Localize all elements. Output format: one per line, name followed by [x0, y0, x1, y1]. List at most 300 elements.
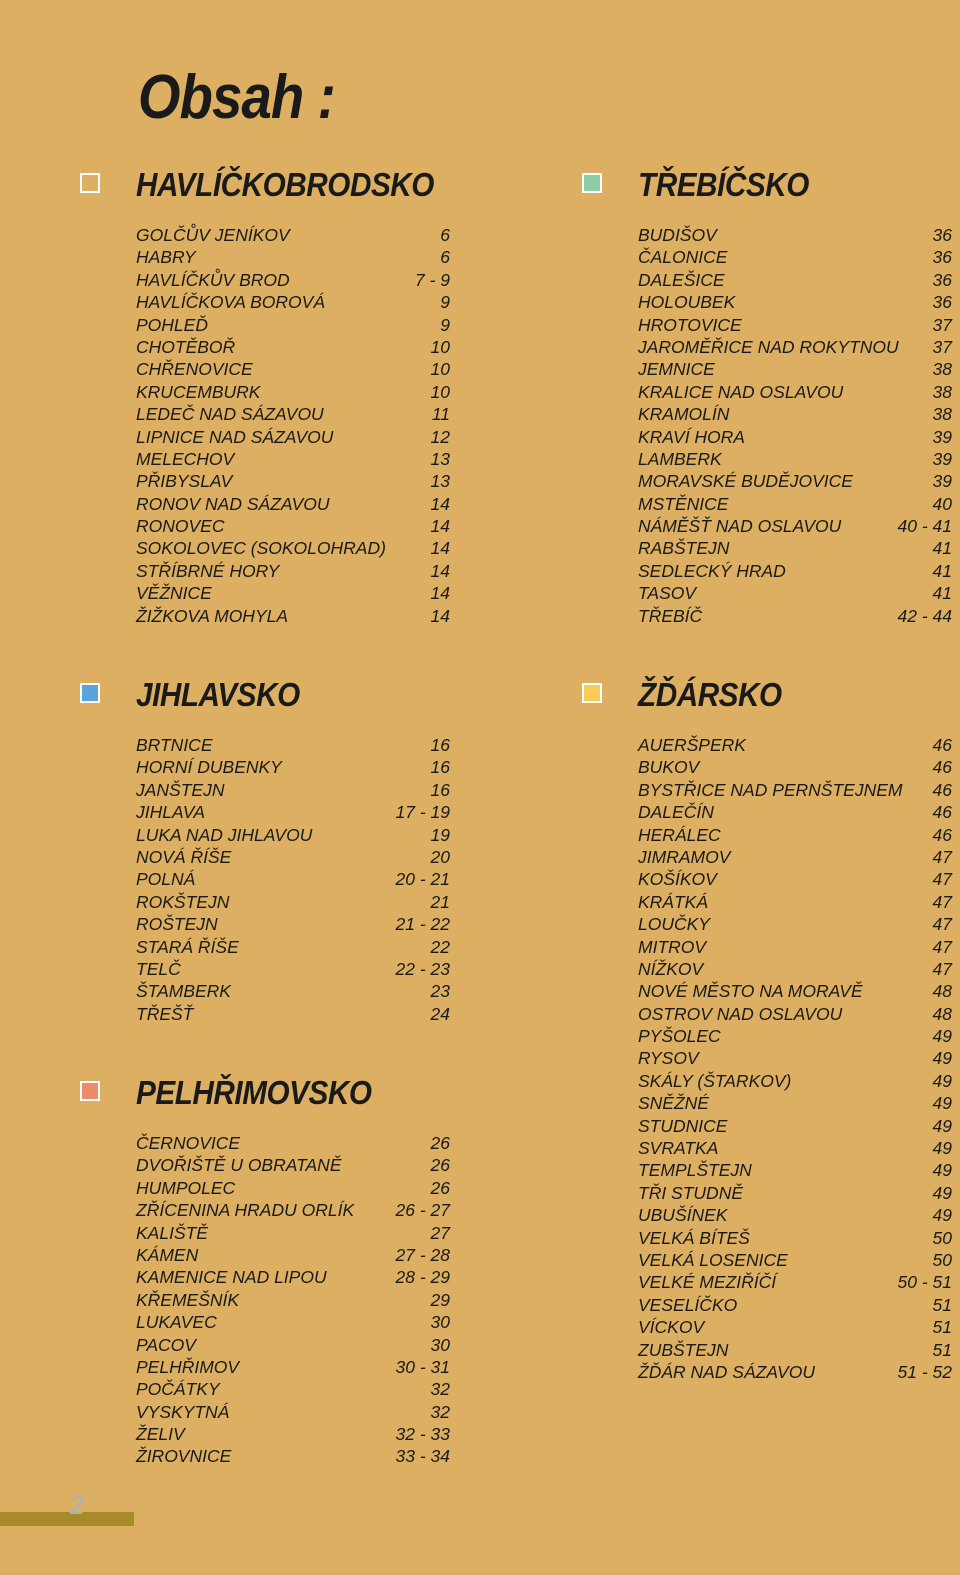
entry-page: 49	[932, 1115, 952, 1136]
entry-name: PYŠOLEC	[638, 1026, 721, 1047]
entry-name: JIMRAMOV	[638, 846, 731, 867]
entry-page: 11	[431, 404, 450, 425]
toc-entry	[638, 605, 952, 627]
entry-name: UBUŠÍNEK	[638, 1205, 728, 1226]
entry-name: ZŘÍCENINA HRADU ORLÍK	[136, 1200, 355, 1221]
entry-name: MELECHOV	[136, 448, 235, 469]
entry-page: 37	[932, 336, 952, 357]
entry-page: 42 - 44	[897, 605, 952, 626]
entry-page: 13	[430, 471, 450, 492]
entry-page: 36	[932, 292, 952, 313]
entry-name: POLNÁ	[136, 869, 196, 890]
entry-name: PACOV	[136, 1334, 196, 1355]
toc-entry	[136, 381, 450, 403]
section-pelhrimovsko	[80, 1074, 450, 1467]
toc-entry	[638, 801, 952, 823]
toc-entry	[638, 1092, 952, 1114]
entry-page: 47	[932, 891, 952, 912]
toc-entry	[136, 891, 450, 913]
entry-page: 39	[932, 471, 952, 492]
entry-page: 41	[932, 538, 952, 559]
entry-name: TŘEBÍČ	[638, 605, 703, 626]
entry-name: LOUČKY	[638, 914, 710, 935]
entry-name: KRÁTKÁ	[638, 891, 709, 912]
entry-page: 17 - 19	[395, 802, 450, 823]
entry-name: LEDEČ NAD SÁZAVOU	[136, 404, 324, 425]
toc-entry	[638, 1294, 952, 1316]
entry-list	[638, 734, 952, 1383]
entry-name: ČALONICE	[638, 247, 728, 268]
entry-page: 49	[932, 1138, 952, 1159]
toc-entry	[638, 846, 952, 868]
entry-name: ŽIROVNICE	[136, 1446, 232, 1467]
section-havlickobrodsko	[80, 166, 450, 626]
toc-entry	[638, 246, 952, 268]
entry-name: RYSOV	[638, 1048, 699, 1069]
entry-name: ŽELIV	[136, 1424, 185, 1445]
section-title: PELHŘIMOVSKO	[136, 1074, 372, 1111]
toc-entry	[136, 470, 450, 492]
toc-entry	[638, 1070, 952, 1092]
entry-page: 36	[932, 247, 952, 268]
toc-entry	[638, 779, 952, 801]
entry-page: 6	[440, 247, 450, 268]
section-trebicsko	[582, 166, 952, 626]
entry-page: 27	[430, 1222, 450, 1243]
entry-name: STUDNICE	[638, 1115, 728, 1136]
entry-page: 30	[430, 1334, 450, 1355]
entry-page: 50	[932, 1227, 952, 1248]
entry-page: 48	[932, 1003, 952, 1024]
entry-name: KOŠÍKOV	[638, 869, 717, 890]
toc-entry	[136, 1311, 450, 1333]
toc-entry	[638, 824, 952, 846]
entry-page: 41	[932, 583, 952, 604]
toc-entry	[638, 1047, 952, 1069]
entry-page: 14	[430, 583, 450, 604]
page-title: Obsah :	[138, 63, 335, 132]
toc-entry	[638, 1003, 952, 1025]
region-color-marker	[582, 173, 602, 193]
entry-name: VELKÁ BÍTEŠ	[638, 1227, 750, 1248]
toc-entry	[136, 1423, 450, 1445]
toc-entry	[638, 756, 952, 778]
entry-page: 49	[932, 1093, 952, 1114]
entry-name: KRAMOLÍN	[638, 404, 730, 425]
entry-page: 49	[932, 1026, 952, 1047]
entry-name: MSTĚNICE	[638, 493, 729, 514]
section-title: ŽĎÁRSKO	[638, 676, 782, 713]
entry-page: 50	[932, 1249, 952, 1270]
entry-name: SVRATKA	[638, 1138, 719, 1159]
toc-entry	[136, 358, 450, 380]
entry-page: 47	[932, 936, 952, 957]
entry-name: MORAVSKÉ BUDĚJOVICE	[638, 471, 853, 492]
toc-entry	[638, 582, 952, 604]
entry-name: ROKŠTEJN	[136, 891, 230, 912]
entry-name: HERÁLEC	[638, 824, 721, 845]
toc-entry	[136, 314, 450, 336]
entry-page: 40 - 41	[897, 516, 952, 537]
entry-page: 10	[430, 359, 450, 380]
entry-name: DVOŘIŠTĚ U OBRATANĚ	[136, 1155, 342, 1176]
entry-name: AUERŠPERK	[638, 735, 746, 755]
entry-page: 27 - 28	[395, 1244, 450, 1265]
entry-name: HAVLÍČKŮV BROD	[136, 269, 290, 290]
entry-name: TŘEŠŤ	[136, 1003, 194, 1024]
toc-entry	[638, 1182, 952, 1204]
entry-page: 47	[932, 958, 952, 979]
toc-entry	[638, 1227, 952, 1249]
entry-name: POHLEĎ	[136, 314, 208, 335]
entry-page: 23	[430, 981, 450, 1002]
entry-page: 16	[430, 779, 450, 800]
toc-entry	[136, 582, 450, 604]
entry-page: 9	[440, 314, 450, 335]
toc-entry	[638, 1025, 952, 1047]
entry-page: 13	[430, 448, 450, 469]
entry-list	[136, 734, 450, 1025]
entry-page: 16	[430, 757, 450, 778]
entry-page: 26	[430, 1177, 450, 1198]
entry-name: KRAVÍ HORA	[638, 426, 745, 447]
toc-entry	[136, 1199, 450, 1221]
toc-entry	[638, 560, 952, 582]
entry-name: TŘI STUDNĚ	[638, 1182, 743, 1203]
toc-entry	[136, 1289, 450, 1311]
entry-page: 14	[430, 605, 450, 626]
toc-entry	[638, 358, 952, 380]
entry-page: 7 - 9	[414, 269, 450, 290]
toc-entry	[136, 1003, 450, 1025]
region-color-marker	[80, 173, 100, 193]
entry-name: OSTROV NAD OSLAVOU	[638, 1003, 843, 1024]
entry-page: 21 - 22	[395, 914, 450, 935]
toc-entry	[136, 1132, 450, 1154]
entry-page: 47	[932, 846, 952, 867]
section-title: JIHLAVSKO	[136, 676, 300, 713]
entry-name: HOLOUBEK	[638, 292, 736, 313]
entry-page: 49	[932, 1182, 952, 1203]
toc-entry	[638, 336, 952, 358]
entry-name: JIHLAVA	[136, 802, 206, 823]
toc-entry	[136, 605, 450, 627]
toc-entry	[136, 426, 450, 448]
entry-page: 30	[430, 1312, 450, 1333]
entry-name: MITROV	[638, 936, 707, 957]
entry-page: 6	[440, 225, 450, 245]
section-title: HAVLÍČKOBRODSKO	[136, 166, 434, 203]
toc-entry	[638, 980, 952, 1002]
toc-entry	[638, 448, 952, 470]
footer-bar	[0, 1512, 134, 1526]
toc-entry	[638, 1249, 952, 1271]
entry-name: CHŘENOVICE	[136, 359, 253, 380]
entry-name: VÍCKOV	[638, 1317, 705, 1338]
entry-name: BRTNICE	[136, 735, 213, 755]
entry-name: NÍŽKOV	[638, 958, 704, 979]
entry-page: 33 - 34	[395, 1446, 450, 1467]
entry-name: BUDIŠOV	[638, 225, 717, 245]
entry-name: SNĚŽNÉ	[638, 1093, 709, 1114]
toc-entry	[638, 1339, 952, 1361]
toc-entry	[136, 980, 450, 1002]
toc-entry	[638, 381, 952, 403]
section-jihlavsko	[80, 676, 450, 1024]
entry-page: 46	[932, 802, 952, 823]
entry-name: VELKÉ MEZIŘÍČÍ	[638, 1272, 777, 1293]
toc-entry	[136, 1356, 450, 1378]
entry-page: 49	[932, 1048, 952, 1069]
entry-page: 21	[430, 891, 450, 912]
toc-entry	[638, 936, 952, 958]
toc-entry	[136, 560, 450, 582]
toc-entry	[638, 470, 952, 492]
toc-entry	[136, 448, 450, 470]
toc-entry	[638, 269, 952, 291]
entry-page: 16	[430, 735, 450, 755]
entry-page: 38	[932, 404, 952, 425]
toc-entry	[136, 801, 450, 823]
toc-entry	[136, 958, 450, 980]
toc-entry	[136, 1266, 450, 1288]
toc-entry	[638, 537, 952, 559]
toc-entry	[136, 246, 450, 268]
entry-page: 46	[932, 757, 952, 778]
entry-name: VESELÍČKO	[638, 1294, 738, 1315]
toc-entry	[638, 291, 952, 313]
entry-name: VELKÁ LOSENICE	[638, 1249, 788, 1270]
entry-name: ŽĎÁR NAD SÁZAVOU	[638, 1361, 815, 1382]
entry-name: LUKAVEC	[136, 1312, 217, 1333]
entry-page: 14	[430, 560, 450, 581]
entry-page: 14	[430, 538, 450, 559]
entry-name: HROTOVICE	[638, 314, 742, 335]
toc-entry	[638, 1115, 952, 1137]
entry-name: KRUCEMBURK	[136, 381, 261, 402]
entry-page: 51	[932, 1339, 952, 1360]
toc-entry	[638, 1159, 952, 1181]
toc-entry	[638, 868, 952, 890]
entry-name: JANŠTEJN	[136, 779, 225, 800]
entry-page: 14	[430, 493, 450, 514]
entry-name: NOVÁ ŘÍŠE	[136, 846, 232, 867]
toc-entry	[136, 1222, 450, 1244]
toc-entry	[136, 224, 450, 246]
entry-page: 51	[932, 1317, 952, 1338]
toc-entry	[136, 1334, 450, 1356]
entry-name: STŘÍBRNÉ HORY	[136, 560, 280, 581]
toc-entry	[136, 537, 450, 559]
entry-page: 10	[430, 336, 450, 357]
toc-entry	[136, 1154, 450, 1176]
toc-entry	[638, 493, 952, 515]
entry-name: DALEČÍN	[638, 802, 714, 823]
entry-name: ZUBŠTEJN	[638, 1339, 729, 1360]
entry-page: 28 - 29	[395, 1267, 450, 1288]
entry-page: 39	[932, 448, 952, 469]
entry-name: DALEŠICE	[638, 269, 725, 290]
toc-entry	[136, 756, 450, 778]
entry-page: 46	[932, 779, 952, 800]
entry-name: BYSTŘICE NAD PERNŠTEJNEM	[638, 779, 903, 800]
entry-name: TEMPLŠTEJN	[638, 1160, 752, 1181]
entry-name: ŠTAMBERK	[136, 981, 231, 1002]
toc-entry	[136, 779, 450, 801]
toc-entry	[638, 515, 952, 537]
entry-page: 12	[430, 426, 450, 447]
entry-name: GOLČŮV JENÍKOV	[136, 225, 290, 245]
entry-list	[136, 224, 450, 627]
entry-name: BUKOV	[638, 757, 700, 778]
entry-page: 26	[430, 1155, 450, 1176]
toc-entry	[638, 1316, 952, 1338]
toc-entry	[638, 224, 952, 246]
entry-page: 48	[932, 981, 952, 1002]
toc-entry	[136, 734, 450, 756]
toc-entry	[136, 1177, 450, 1199]
entry-name: HUMPOLEC	[136, 1177, 236, 1198]
entry-page: 20 - 21	[395, 869, 450, 890]
toc-entry	[136, 1445, 450, 1467]
entry-page: 22 - 23	[395, 958, 450, 979]
toc-entry	[638, 314, 952, 336]
toc-entry	[136, 913, 450, 935]
toc-entry	[136, 269, 450, 291]
toc-entry	[638, 1204, 952, 1226]
entry-name: PELHŘIMOV	[136, 1356, 240, 1377]
entry-page: 38	[932, 359, 952, 380]
toc-entry	[136, 936, 450, 958]
toc-entry	[638, 891, 952, 913]
entry-page: 49	[932, 1205, 952, 1226]
section-title: TŘEBÍČSKO	[638, 166, 809, 203]
toc-entry	[638, 958, 952, 980]
entry-name: SOKOLOVEC (SOKOLOHRAD)	[136, 538, 386, 559]
entry-page: 37	[932, 314, 952, 335]
entry-page: 29	[430, 1289, 450, 1310]
entry-page: 49	[932, 1070, 952, 1091]
entry-page: 19	[430, 824, 450, 845]
toc-entry	[638, 403, 952, 425]
entry-page: 22	[430, 936, 450, 957]
section-zdarsko	[582, 676, 952, 1382]
entry-name: JEMNICE	[638, 359, 715, 380]
entry-page: 14	[430, 516, 450, 537]
entry-name: KÁMEN	[136, 1244, 199, 1265]
page-number: 2	[70, 1490, 85, 1520]
entry-page: 9	[440, 292, 450, 313]
entry-name: ŽIŽKOVA MOHYLA	[136, 605, 289, 626]
toc-entry	[136, 493, 450, 515]
toc-entry	[136, 403, 450, 425]
entry-name: KŘEMEŠNÍK	[136, 1289, 240, 1310]
entry-page: 32 - 33	[395, 1424, 450, 1445]
entry-page: 49	[932, 1160, 952, 1181]
entry-name: PŘIBYSLAV	[136, 471, 233, 492]
entry-name: KALIŠTĚ	[136, 1222, 208, 1243]
entry-page: 36	[932, 225, 952, 245]
entry-page: 41	[932, 560, 952, 581]
entry-name: KRALICE NAD OSLAVOU	[638, 381, 844, 402]
toc-entry	[136, 336, 450, 358]
entry-name: NOVÉ MĚSTO NA MORAVĚ	[638, 981, 863, 1002]
toc-entry	[638, 913, 952, 935]
entry-page: 51	[932, 1294, 952, 1315]
region-color-marker	[80, 683, 100, 703]
entry-page: 38	[932, 381, 952, 402]
toc-entry	[638, 734, 952, 756]
toc-entry	[136, 1244, 450, 1266]
toc-entry	[638, 426, 952, 448]
entry-page: 40	[932, 493, 952, 514]
entry-name: KAMENICE NAD LIPOU	[136, 1267, 327, 1288]
toc-entry	[136, 291, 450, 313]
entry-page: 32	[430, 1401, 450, 1422]
entry-name: RONOV NAD SÁZAVOU	[136, 493, 330, 514]
toc-entry	[136, 846, 450, 868]
entry-name: TASOV	[638, 583, 697, 604]
entry-list	[136, 1132, 450, 1468]
entry-page: 20	[430, 846, 450, 867]
toc-entry	[136, 515, 450, 537]
entry-name: NÁMĚŠŤ NAD OSLAVOU	[638, 516, 842, 537]
entry-page: 50 - 51	[897, 1272, 952, 1293]
entry-name: TELČ	[136, 958, 181, 979]
toc-entry	[136, 868, 450, 890]
entry-name: ČERNOVICE	[136, 1133, 241, 1153]
entry-name: VĚŽNICE	[136, 583, 212, 604]
entry-name: CHOTĚBOŘ	[136, 336, 236, 357]
entry-name: POČÁTKY	[136, 1379, 220, 1400]
entry-page: 26	[430, 1133, 450, 1153]
entry-name: HABRY	[136, 247, 196, 268]
entry-page: 36	[932, 269, 952, 290]
entry-name: LUKA NAD JIHLAVOU	[136, 824, 313, 845]
entry-name: STARÁ ŘÍŠE	[136, 936, 239, 957]
entry-page: 32	[430, 1379, 450, 1400]
entry-page: 47	[932, 869, 952, 890]
entry-page: 24	[430, 1003, 450, 1024]
entry-name: SKÁLY (ŠTARKOV)	[638, 1070, 792, 1091]
entry-page: 51 - 52	[897, 1361, 952, 1382]
toc-entry	[638, 1271, 952, 1293]
toc-entry	[638, 1137, 952, 1159]
toc-entry	[136, 1378, 450, 1400]
entry-page: 46	[932, 824, 952, 845]
entry-name: RABŠTEJN	[638, 538, 730, 559]
entry-name: LIPNICE NAD SÁZAVOU	[136, 426, 334, 447]
entry-name: LAMBERK	[638, 448, 722, 469]
entry-name: HORNÍ DUBENKY	[136, 757, 282, 778]
entry-name: HAVLÍČKOVA BOROVÁ	[136, 292, 326, 313]
entry-page: 10	[430, 381, 450, 402]
toc-entry	[136, 1401, 450, 1423]
entry-page: 26 - 27	[395, 1200, 450, 1221]
entry-page: 46	[932, 735, 952, 755]
toc-entry	[638, 1361, 952, 1383]
entry-page: 39	[932, 426, 952, 447]
entry-name: JAROMĚŘICE NAD ROKYTNOU	[638, 336, 899, 357]
entry-name: RONOVEC	[136, 516, 225, 537]
toc-entry	[136, 824, 450, 846]
entry-name: VYSKYTNÁ	[136, 1401, 230, 1422]
entry-name: SEDLECKÝ HRAD	[638, 560, 786, 581]
entry-name: ROŠTEJN	[136, 914, 218, 935]
entry-list	[638, 224, 952, 627]
region-color-marker	[582, 683, 602, 703]
entry-page: 47	[932, 914, 952, 935]
